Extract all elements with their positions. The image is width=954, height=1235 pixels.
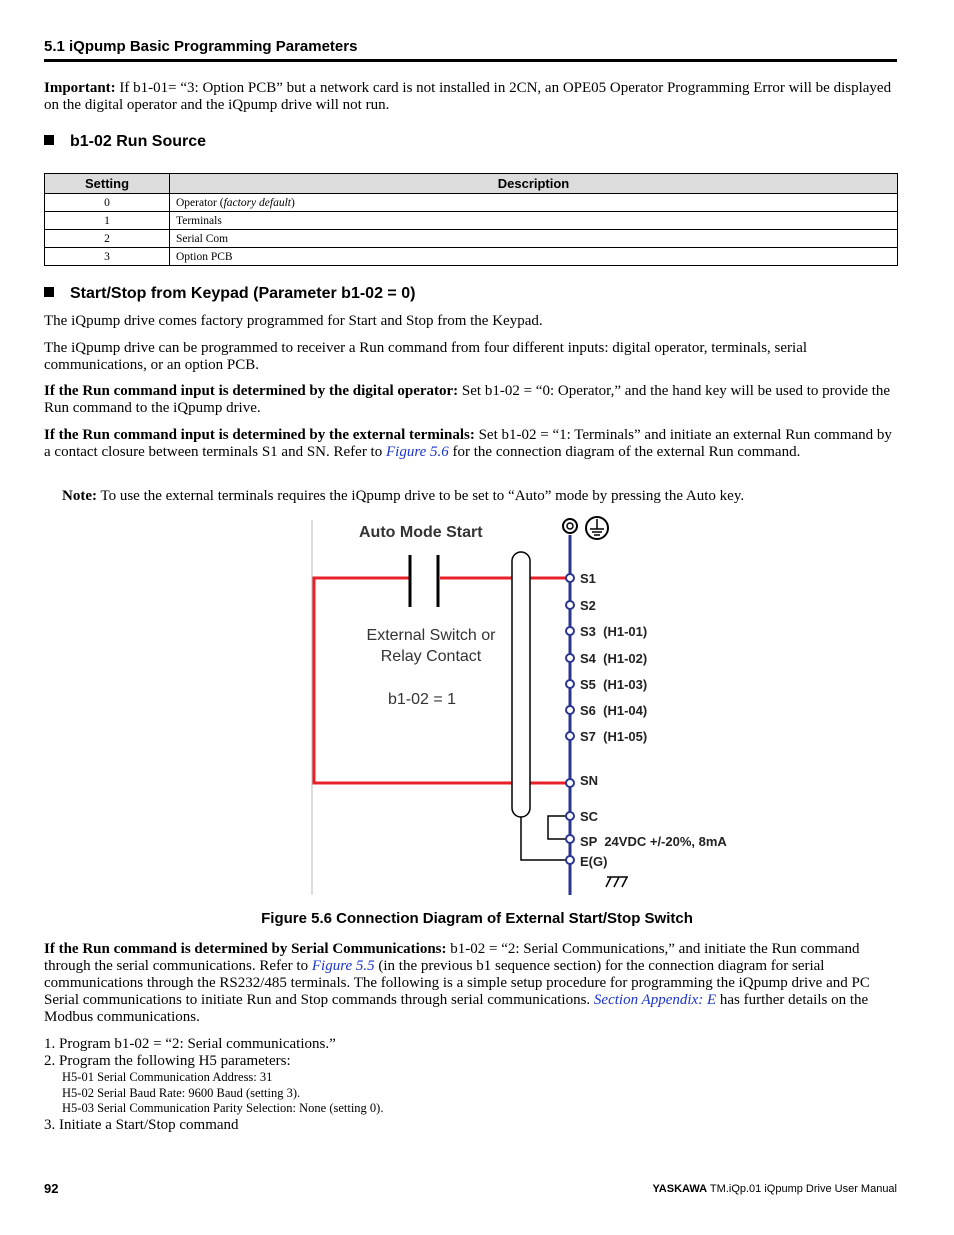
page-number: 92 [44,1181,59,1196]
important-text: If b1-01= “3: Option PCB” but a network card is not installed in 2CN, an OPE05 Operator Programming Error will be displayed on the digital operator and the iQpump drive will not run. [44,80,892,113]
square-bullet-icon [44,135,54,145]
table-cell-setting: 3 [45,248,170,266]
terminal-s7-label: S7 (H1-05) [580,729,648,744]
important-paragraph [44,80,897,114]
table-row [45,230,898,248]
terminal-sn-label: SN [580,773,599,788]
terminal-s6-circle [566,706,574,714]
terminal-s4-circle [566,654,574,662]
header-rule [44,59,897,62]
table-cell-description: Serial Com [170,230,898,248]
terminal-s6-label: S6 (H1-04) [580,703,648,718]
red-wire-lower [314,578,570,783]
diagram-title: Auto Mode Start [359,524,483,541]
bold-lead: If the Run command input is determined by the digital operator: [44,383,459,399]
sc-sp-jumper [548,816,568,839]
sub-list-item: H5-02 Serial Baud Rate: 9600 Baud (setting 3). [62,1086,301,1100]
sub-list-item: H5-03 Serial Communication Parity Selection: None (setting 0). [62,1101,384,1115]
paragraph-digital-operator: If the Run command input is determined by the digital operator: Set b1-02 = “0: Operator,” and the hand key will be used to provide the Run command to the iQpump drive. [44,383,891,416]
table-cell-description: Operator (factory default) [170,194,898,212]
table-row [45,212,898,230]
terminal-s3-circle [566,627,574,635]
bold-lead: If the Run command is determined by Serial Communications: [44,941,447,957]
switch-label-line1: External Switch or [366,627,496,644]
square-bullet-icon [44,287,54,297]
list-item: 2. Program the following H5 parameters: [44,1053,291,1069]
paragraph-factory: The iQpump drive comes factory programmed for Start and Stop from the Keypad. [44,313,543,329]
list-item: 3. Initiate a Start/Stop command [44,1117,239,1133]
important-label: Important: [44,80,116,96]
terminal-sc-circle [566,812,574,820]
note-paragraph: Note: To use the external terminals requires the iQpump drive to be set to “Auto” mode by pressing the Auto key. [62,488,745,504]
terminal-s7-circle [566,732,574,740]
paragraph-inputs: The iQpump drive can be programmed to receiver a Run command from four different inputs: digital operator, terminals, serial communications, or an option PCB. [44,340,808,373]
table-header-row [45,174,898,194]
page-header-title: 5.1 iQpump Basic Programming Parameters [44,38,358,55]
figure-caption: Figure 5.6 Connection Diagram of External Start/Stop Switch [261,910,693,927]
footer-manual-title: YASKAWA TM.iQp.01 iQpump Drive User Manual [652,1183,897,1195]
setting-label: b1-02 = 1 [388,691,457,708]
appendix-e-link[interactable]: Section Appendix: E [593,992,717,1008]
table-cell-setting: 0 [45,194,170,212]
run-source-table [44,173,898,266]
figure-5-6-link[interactable]: Figure 5.6 [385,444,449,460]
terminal-s2-circle [566,601,574,609]
switch-label-line2: Relay Contact [380,648,482,665]
terminal-s4-label: S4 (H1-02) [580,651,648,666]
terminal-eg-label: E(G) [580,854,608,869]
terminal-s3-label: S3 (H1-01) [580,624,648,639]
terminal-sp-circle [566,835,574,843]
shield-terminal-inner-icon [567,523,573,529]
table-cell-description: Option PCB [170,248,898,266]
terminal-s5-circle [566,680,574,688]
connection-diagram [310,515,750,897]
table-row [45,248,898,266]
terminal-sn-circle [566,779,574,787]
footer-brand: YASKAWA [652,1183,708,1195]
table-cell-setting: 1 [45,212,170,230]
section-heading-text: Start/Stop from Keypad (Parameter b1-02 = 0) [70,285,416,302]
terminal-sc-label: SC [580,809,599,824]
paragraph-external-terminals: If the Run command input is determined by the external terminals: Set b1-02 = “1: Terminals” and initiate an external Run command by a contact closure between terminals S1 and SN. Refer to Figure 5.6 for the connection diagram of the external Run command. [44,427,892,460]
figure-5-5-link[interactable]: Figure 5.5 [311,958,375,974]
sub-list-item: H5-01 Serial Communication Address: 31 [62,1070,273,1084]
terminal-sp-label: SP 24VDC +/-20%, 8mA [580,834,727,849]
note-label: Note: [62,488,97,504]
terminal-eg-circle [566,856,574,864]
shielded-cable [512,552,530,817]
section-heading-keypad [44,285,415,303]
terminal-s1-circle [566,574,574,582]
table-header-description: Description [170,174,898,194]
bold-lead: If the Run command input is determined by the external terminals: [44,427,475,443]
chassis-ground-tick3 [622,877,627,887]
terminal-s1-label: S1 [580,571,596,586]
terminal-s2-label: S2 [580,598,596,613]
chassis-ground-tick1 [606,877,611,887]
table-row [45,194,898,212]
list-item: 1. Program b1-02 = “2: Serial communications.” [44,1036,336,1052]
section-heading-b1-02 [44,133,206,151]
paragraph-serial-communications: If the Run command is determined by Serial Communications: b1-02 = “2: Serial Communications,” and initiate the Run command through the serial communications. Refer to Figure 5.5 (in the previous b1 sequence section) for the connection diagram for serial communications through the RS232/485 terminals. The following is a simple setup procedure for programming the iQpump drive and PC Serial communications to initiate Run and Stop commands through serial communications. Section Appendix: E has further details on the Modbus communications. [44,941,870,1025]
section-heading-text: b1-02 Run Source [70,133,207,150]
terminal-s5-label: S5 (H1-03) [580,677,648,692]
table-cell-setting: 2 [45,230,170,248]
table-header-setting: Setting [45,174,170,194]
table-cell-description: Terminals [170,212,898,230]
chassis-ground-tick2 [614,877,619,887]
